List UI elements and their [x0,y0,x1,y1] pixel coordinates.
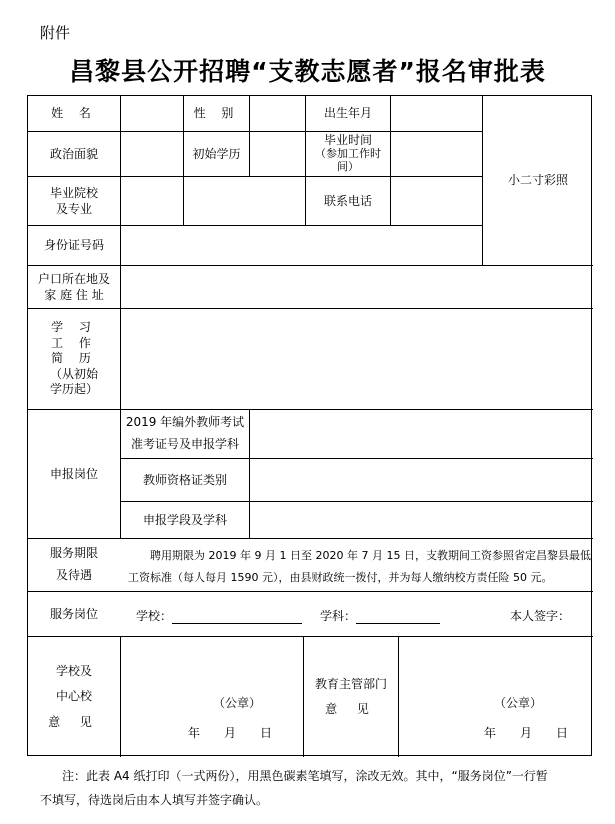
footnote-line1: 注：此表 A4 纸打印（一式两份），用黑色碳素笔填写，涂改无效。其中，“服务岗位”一行暂 [62,769,548,783]
exam-number-field[interactable] [250,410,593,458]
subject-field-blank[interactable] [356,609,440,624]
exam-label-line1: 2019 年编外教师考试 [125,415,245,430]
resume-label-line: 学历起） [49,382,98,397]
resume-field[interactable] [121,309,593,409]
term-label-line2: 及待遇 [55,568,92,582]
signature-field[interactable] [510,607,570,624]
resume-label-line: 简 历 [51,351,97,366]
exam-number-label [121,410,249,458]
term-text-line1: 聘用期限为 2019 年 9 月 1 日至 2020 年 7 月 15 日，支教期间工资参照省定昌黎县最低 [150,549,591,562]
birth-label: 出生年月 [323,106,372,121]
initial-education-label: 初始学历 [192,146,241,161]
political-label: 政治面貌 [49,146,98,161]
work-start-label-line2: （参加工作时间） [315,147,381,173]
apply-post-label: 申报岗位 [49,466,98,481]
stage-subject-label: 申报学段及学科 [142,512,227,527]
phone-label: 联系电话 [323,193,372,208]
photo-label: 小二寸彩照 [507,173,568,188]
name-label: 姓 名 [51,106,97,121]
school-opinion-line: 意 见 [48,714,100,729]
initial-education-field[interactable] [250,132,305,176]
date-left: 年 月 日 [188,726,273,740]
hukou-address-label [28,266,120,308]
school-field-label: 学校： [136,609,173,623]
stage-subject-field[interactable] [250,502,593,538]
footnote-line2: 不填写，待选岗后由本人填写并签字确认。 [40,793,269,807]
birth-field[interactable] [391,96,482,131]
page-title: 昌黎县公开招聘“支教志愿者”报名审批表 [69,57,546,86]
school-major-label [28,177,120,225]
signature-label: 本人签字： [510,609,571,623]
school-opinion-label [28,637,120,757]
id-number-field[interactable] [121,226,482,265]
hukou-address-field[interactable] [121,266,593,308]
term-label [28,539,120,591]
school-field-blank[interactable] [172,609,302,624]
school-major-label-line1: 毕业院校 [49,185,98,200]
hukou-label-line2: 家 庭 住 址 [44,288,104,302]
school-opinion-line: 学校及 [55,664,92,679]
photo-placeholder[interactable] [483,96,593,265]
gender-label: 性 别 [193,106,240,121]
col-line [398,636,399,757]
seal-right: （公章） [494,696,543,710]
hukou-label-line1: 户口所在地及 [37,271,110,286]
edu-dept-line1: 教育主管部门 [314,676,387,691]
col-line [120,636,121,757]
gender-field[interactable] [250,96,305,131]
work-start-field[interactable] [391,132,482,176]
political-field[interactable] [121,132,183,176]
service-post-label: 服务岗位 [49,606,98,621]
cert-type-label: 教师资格证类别 [142,472,227,487]
work-start-label-line1: 毕业时间 [323,133,372,148]
registration-form [27,95,592,756]
subject-field-label: 学科： [320,609,357,623]
name-field[interactable] [121,96,183,131]
term-text-line2: 工资标准（每人每月 1590 元），由县财政统一拨付，并为每人缴纳校方责任险 50 元。 [128,571,553,584]
resume-label-line: （从初始 [49,366,98,381]
phone-field[interactable] [391,177,482,225]
school-major-label-line2: 及专业 [55,202,92,216]
cert-type-field[interactable] [250,459,593,501]
footnote [40,764,590,812]
resume-label-line: 学 习 [51,320,97,335]
school-opinion-line: 中心校 [55,689,92,704]
exam-label-line2: 准考证号及申报学科 [130,437,239,451]
attachment-label: 附件 [40,24,71,42]
edu-dept-line2: 意 见 [325,702,377,716]
date-right: 年 月 日 [484,726,569,740]
subject-field[interactable] [320,607,440,624]
seal-left: （公章） [213,696,262,710]
resume-label-line: 工 作 [51,335,97,350]
term-description [128,545,590,589]
work-start-label [306,132,390,176]
edu-dept-opinion-label [304,637,398,757]
term-label-line1: 服务期限 [49,546,98,561]
resume-label [28,309,120,409]
school-field[interactable] [136,607,302,624]
id-number-label: 身份证号码 [43,238,104,253]
school-major-field[interactable] [121,177,305,225]
